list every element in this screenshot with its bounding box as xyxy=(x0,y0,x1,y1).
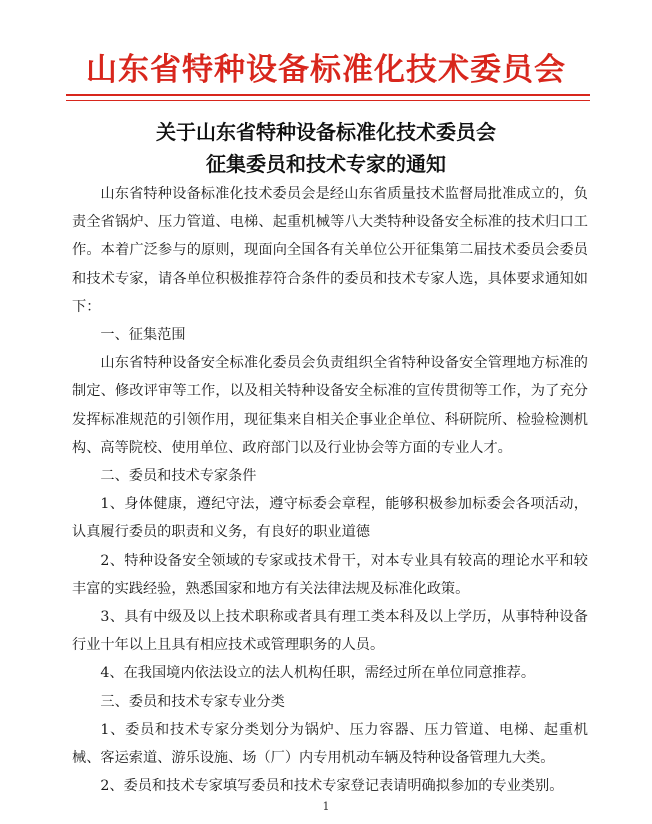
letterhead-org-name: 山东省特种设备标准化技术委员会 xyxy=(86,52,566,88)
category-item-2: 2、委员和技术专家填写委员和技术专家登记表请明确拟参加的专业类别。 xyxy=(100,778,564,795)
section-heading-conditions: 二、委员和技术专家条件 xyxy=(100,468,257,485)
document-title-line-2: 征集委员和技术专家的通知 xyxy=(206,152,446,176)
page-number: 1 xyxy=(322,800,330,813)
condition-item-2: 2、特种设备安全领域的专家或技术骨干，对本专业具有较高的理论水平和较丰富的实践经验，熟悉国家和地方有关法律法规及标准化政策。 xyxy=(72,552,588,597)
section-heading-categories: 三、委员和技术专家专业分类 xyxy=(100,693,285,710)
letterhead-red-rule-thin xyxy=(66,100,590,101)
category-item-1: 1、委员和技术专家分类划分为锅炉、压力容器、压力管道、电梯、起重机械、客运索道、游乐设施、场（厂）内专用机动车辆及特种设备管理九大类。 xyxy=(72,721,588,767)
document-body xyxy=(72,180,588,800)
section-heading-scope: 一、征集范围 xyxy=(100,327,186,344)
condition-item-3: 3、具有中级及以上技术职称或者具有理工类本科及以上学历，从事特种设备行业十年以上且具有相应技术或管理职务的人员。 xyxy=(72,609,588,654)
letterhead-red-rule xyxy=(66,94,590,96)
condition-item-4: 4、在我国境内依法设立的法人机构任职，需经过所在单位同意推荐。 xyxy=(100,665,536,682)
scope-paragraph: 山东省特种设备安全标准化委员会负责组织全省特种设备安全管理地方标准的制定、修改评审等工作，以及相关特种设备安全标准的宣传贯彻等工作，为了充分发挥标准规范的引领作用，现征集来自相关企事业企单位、科研院所、检验检测机构、高等院校、使用单位、政府部门以及行业协会等方面的专业人才。 xyxy=(72,355,588,456)
document-title-line-1: 关于山东省特种设备标准化技术委员会 xyxy=(156,120,496,144)
intro-paragraph: 山东省特种设备标准化技术委员会是经山东省质量技术监督局批准成立的，负责全省锅炉、压力管道、电梯、起重机械等八大类特种设备安全标准的技术归口工作。本着广泛参与的原则，现面向全国各有关单位公开征集第二届技术委员会委员和技术专家，请各单位积极推荐符合条件的委员和技术专家人选，具体要求通知如下： xyxy=(72,186,588,315)
condition-item-1: 1、身体健康，遵纪守法，遵守标委会章程，能够积极参加标委会各项活动，认真履行委员的职责和义务，有良好的职业道德 xyxy=(72,496,588,541)
